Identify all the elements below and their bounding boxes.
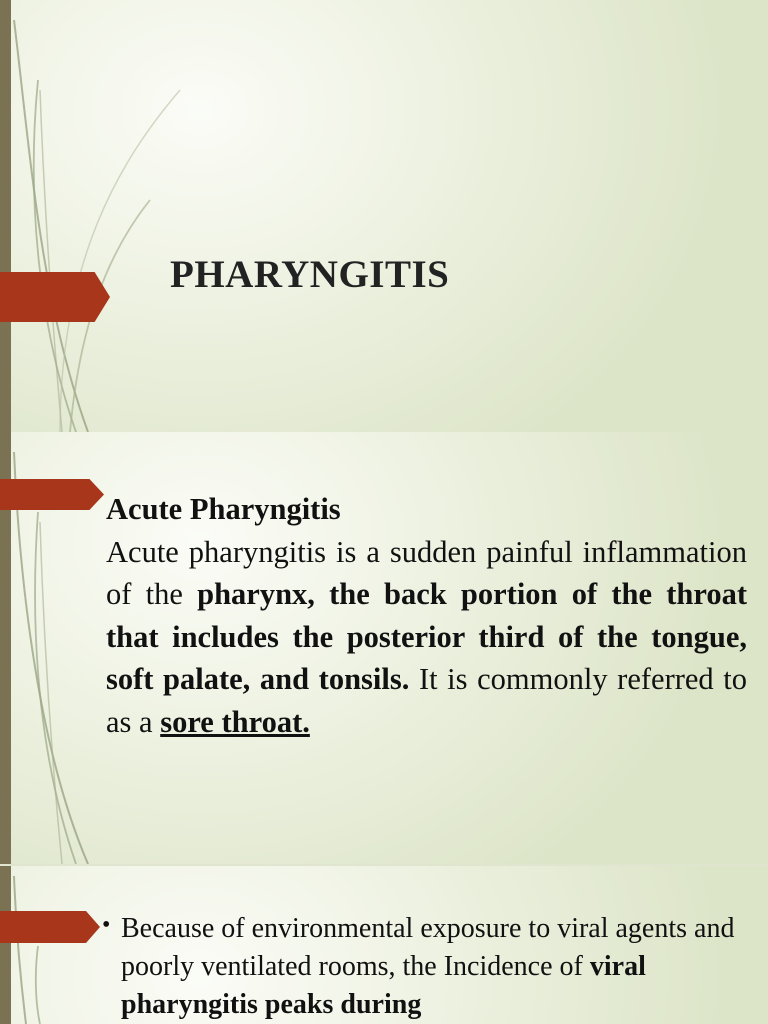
bullet-bold-text: viral pharyngitis peaks during <box>121 951 646 1020</box>
title-slide <box>0 0 768 432</box>
bullet-text-start: Because of environmental exposure to viral agents and poorly ventilated rooms, the Incidence of <box>121 913 735 982</box>
bullet-icon: • <box>102 912 111 938</box>
definition-bold-text: pharynx, the back portion of the throat that includes the posterior third of the tongue, soft palate, and tonsils. <box>106 577 747 696</box>
accent-arrow-tab <box>0 911 100 943</box>
sore-throat-term: sore throat. <box>160 704 310 739</box>
definition-paragraph <box>106 531 747 744</box>
section-heading: Acute Pharyngitis <box>106 492 341 526</box>
accent-arrow-tab <box>0 479 104 510</box>
definition-text-end: It is commonly referred to as a <box>106 662 747 739</box>
definition-text-start: Acute pharyngitis is a sudden painful inflammation of the <box>106 534 747 611</box>
incidence-slide <box>0 866 768 1024</box>
slide-title: PHARYNGITIS <box>170 253 450 296</box>
decorative-stems <box>0 0 200 432</box>
definition-content <box>106 488 747 743</box>
accent-arrow-tab <box>0 272 110 322</box>
bullet-list-item <box>102 910 742 1024</box>
side-bar <box>0 0 11 432</box>
side-bar <box>0 866 11 1024</box>
definition-slide <box>0 432 768 864</box>
bullet-text <box>121 910 742 1024</box>
